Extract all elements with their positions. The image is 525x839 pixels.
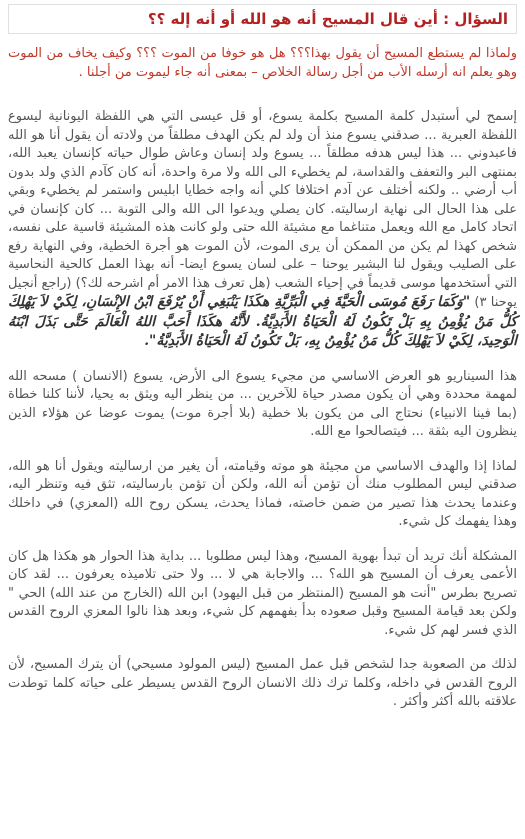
- paragraph-2: هذا السيناريو هو العرض الاساسي من مجيء يسوع الى الأرض، يسوع (الانسان ) مسحه الله لمهمة محددة وهي أن يكون مصدر حياة للآخرين ... من ينظر اليه ويثق به يحيا، لأننا كلنا خطاة (بما فينا الانبياء) نحتاج الى من يكون بلا خطية (بلا أجرة موت) يموت عوضا عن هؤلاء الذين ينظرون اليه بثقة ... فيتصالحوا مع الله.: [8, 368, 517, 439]
- question-text: ولماذا لم يستطع المسيح أن يقول بهذا؟؟؟ هل هو خوفا من الموت ؟؟؟ وكيف يخاف من الموت وهو يعلم انه أرسله الأب من أجل رسالة الخلاص – بمعنى أنه جاء ليموت من أجلنا .: [8, 46, 517, 80]
- paragraph-4: المشكلة أنك تريد أن تبدأ بهوية المسيح، وهذا ليس مطلوبا ... بداية هذا الحوار هو هكذا هل كان الأعمى يعرف أن المسيح هو الله؟ ... والاجابة هي لا ... ولا حتى تلاميذه يعرفون ... لقد كان تصريح بطرس "أنت هو المسيح (المنتظر من قبل اليهود) ابن الله (الخارج من عند الله) الحي " ولكن بعد قيامة المسيح وقبل صعوده بدأ بفهمهم كل شيء، وبعد هذا نالوا المعزي الروح القدس الذي فسر لهم كل شيء.: [8, 548, 517, 638]
- bible-quote: "وَكَمَا رَفَعَ مُوسَى الْحَيَّةَ فِي الْبَرِّيَّةِ هكَذَا يَنْبَغِي أَنْ يُرْفَعَ ابْنُ الإِنْسَانِ، لِكَيْ لاَ يَهْلِكَ كُلُّ مَنْ يُؤْمِنُ بِهِ بَلْ تَكُونُ لَهُ الْحَيَاةُ الأَبَدِيَّةُ. لأَنَّهُ هكَذَا أَحَبَّ اللهُ الْعَالَمَ حَتَّى بَذَلَ ابْنَهُ الْوَحِيدَ، لِكَيْ لاَ يَهْلِكَ كُلُّ مَنْ يُؤْمِنُ بِهِ، بَلْ تَكُونُ لَهُ الْحَيَاةُ الأَبَدِيَّةُ".: [8, 294, 517, 349]
- paragraph-5: لذلك من الصعوبة جدا لشخص قبل عمل المسيح (ليس المولود مسيحي) أن يترك المسيح، لأن الروح القدس في داخله، وكلما ترك ذلك الانسان الروح القدس يسيطر على حياته كلما توطدت علاقته بالله أكثر وأكثر .: [8, 657, 517, 709]
- page-title: السؤال : أين قال المسيح أنه هو الله أو أنه إله ؟؟: [8, 4, 517, 34]
- paragraph-3: لماذا إذا والهدف الاساسي من مجيئة هو موته وقيامته، أن يغير من ارساليته ويقول أنا هو الله، صدقني ليس المطلوب منك أن تؤمن أنه الله، ولكن أن تؤمن بارساليته، تثق فيه وتنظر اليه، وعندما يحدث هذا تصير من ضمن خاصته، فماذا يحدث، يسكن روح الله (المعزي) في داخلك وهذا يفهمك كل شيء.: [8, 458, 517, 529]
- paragraph-1-text: إسمح لي أستبدل كلمة المسيح بكلمة يسوع، أو قل عيسى التي هي اللفظة اليونانية ليسوع اللفظة العبرية ... صدقني يسوع منذ أن ولد لم يكن الهدف مطلقاً من ولادته أن يقول أنا هو الله فاعبدوني ... هذا ليس هدفه مطلقاً ... يسوع ولد إنسان وعاش طوال حياته كإنسان يعبد الله، بمنتهى البر والتعفف والقداسة، لم يخطيء الى الله ولا مرة واحدة، أنه كان كآدم الذي ولد بدون أب أرضي .. ولكنه أختلف عن آدم اختلافا كلي أنه واجه خطايا ابليس واستمر لم يخطيء وبقي على هذا الحال الى نهاية ارساليته. كان يصلي ويدعوا الى الله والى التوبة ... كان كإنسان في اتحاد كامل مع الله ويعمل متناغما مع مشيئة الله حتى ولو كانت هذه المشيئة قاسية على نفسه، شخص كهذا لم يكن من الممكن أن يرى الموت، لأن الموت هو أجرة الخطية، وفي النهاية رفع على الصليب ويقول لنا البشير يوحنا – على لسان يسوع ايضا- أنه بهذا العمل كالحية النحاسية التي أستخدمها موسى قديماً في إحياء الشعب (هل تعرف هذا الامر أم اشرحه لك؟) (راجع أنجيل يوحنا ٣): [8, 109, 517, 310]
- paragraph-1: [8, 108, 517, 352]
